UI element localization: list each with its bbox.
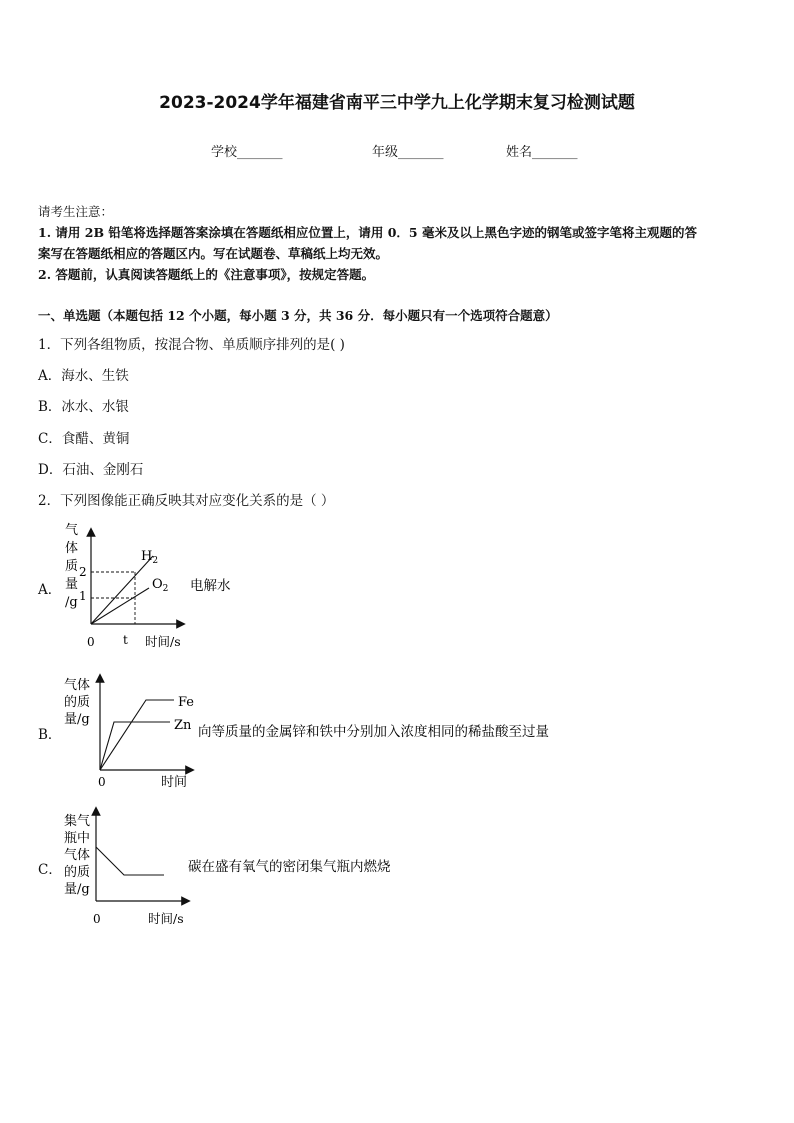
notice-item-1-line-1: 1. 请用 2B 铅笔将选择题答案涂填在答题纸相应位置上，请用 0．5 毫米及以上黑色字迹的钢笔或签字笔将主观题的答 bbox=[38, 225, 697, 240]
option-b-ylabel-2: 的质 bbox=[64, 695, 91, 710]
option-c-ylabel-4: 的质 bbox=[64, 865, 91, 880]
notice-item-2: 2. 答题前，认真阅读答题纸上的《注意事项》，按规定答题。 bbox=[38, 267, 375, 282]
name-field: 姓名_______ bbox=[506, 145, 578, 160]
option-b-zn-label: Zn bbox=[174, 718, 192, 733]
option-a-o2-label: $O_2$ bbox=[152, 577, 169, 594]
grade-field: 年级_______ bbox=[372, 145, 444, 160]
option-c-graph bbox=[60, 805, 420, 930]
page-title: 2023-2024学年福建省南平三中学九上化学期末复习检测试题 bbox=[159, 93, 635, 113]
option-a-h2-label: $H_2$ bbox=[141, 549, 159, 566]
option-c-line bbox=[96, 847, 164, 875]
question-1-option-a: A．海水、生铁 bbox=[38, 368, 129, 384]
option-a-ylabel-3: 质 bbox=[65, 559, 79, 574]
option-c-description: 碳在盛有氧气的密闭集气瓶内燃烧 bbox=[188, 859, 391, 875]
option-a-ylabel-1: 气 bbox=[65, 523, 79, 538]
option-a-ylabel-4: 量 bbox=[65, 577, 79, 592]
option-a-description: 电解水 bbox=[190, 578, 231, 594]
option-a-ylabel-5: /g bbox=[65, 595, 78, 610]
question-2-option-b-label: B． bbox=[38, 727, 62, 743]
option-b-fe-label: Fe bbox=[178, 695, 195, 710]
option-a-tick-2: 2 bbox=[79, 565, 87, 579]
option-a-tick-1: 1 bbox=[79, 589, 87, 603]
option-a-tick-t: t bbox=[123, 633, 128, 647]
option-c-origin: 0 bbox=[93, 912, 101, 926]
option-b-description: 向等质量的金属锌和铁中分别加入浓度相同的稀盐酸至过量 bbox=[198, 724, 549, 740]
option-c-ylabel-3: 气体 bbox=[64, 848, 91, 863]
question-2-stem: 2．下列图像能正确反映其对应变化关系的是（ ） bbox=[38, 493, 335, 509]
option-a-h2-line bbox=[91, 556, 153, 624]
question-1-option-d: D．石油、金刚石 bbox=[38, 462, 144, 478]
option-c-ylabel-2: 瓶中 bbox=[64, 831, 91, 846]
option-a-xlabel: 时间/s bbox=[145, 634, 181, 649]
question-1-option-b: B．冰水、水银 bbox=[38, 399, 129, 415]
section-heading: 一、单选题（本题包括 12 个小题，每小题 3 分，共 36 分．每小题只有一个选项符合题意） bbox=[38, 308, 558, 323]
notice-item-1-line-2: 案写在答题纸相应的答题区内。写在试题卷、草稿纸上均无效。 bbox=[38, 246, 389, 261]
option-a-ylabel-2: 体 bbox=[65, 541, 79, 556]
question-2-option-a-label: A． bbox=[38, 582, 62, 598]
option-a-origin: 0 bbox=[87, 635, 95, 649]
school-field: 学校_______ bbox=[211, 145, 283, 160]
option-b-ylabel-3: 量/g bbox=[64, 712, 90, 727]
question-1-stem: 1．下列各组物质，按混合物、单质顺序排列的是( ) bbox=[38, 337, 345, 353]
question-2-option-c-label: C． bbox=[38, 862, 62, 878]
option-a-o2-line bbox=[91, 588, 149, 624]
question-1-option-c: C．食醋、黄铜 bbox=[38, 431, 130, 447]
option-c-ylabel-1: 集气 bbox=[64, 814, 91, 829]
option-a-graph bbox=[55, 518, 255, 653]
option-b-xlabel: 时间 bbox=[161, 775, 188, 790]
option-b-origin: 0 bbox=[98, 775, 106, 789]
option-c-ylabel-5: 量/g bbox=[64, 882, 90, 897]
notice-heading: 请考生注意： bbox=[38, 204, 114, 219]
option-c-xlabel: 时间/s bbox=[148, 911, 184, 926]
option-b-fe-line bbox=[100, 700, 174, 770]
option-b-graph bbox=[62, 672, 582, 792]
option-b-zn-line bbox=[100, 722, 170, 770]
option-b-ylabel-1: 气体 bbox=[64, 678, 91, 693]
